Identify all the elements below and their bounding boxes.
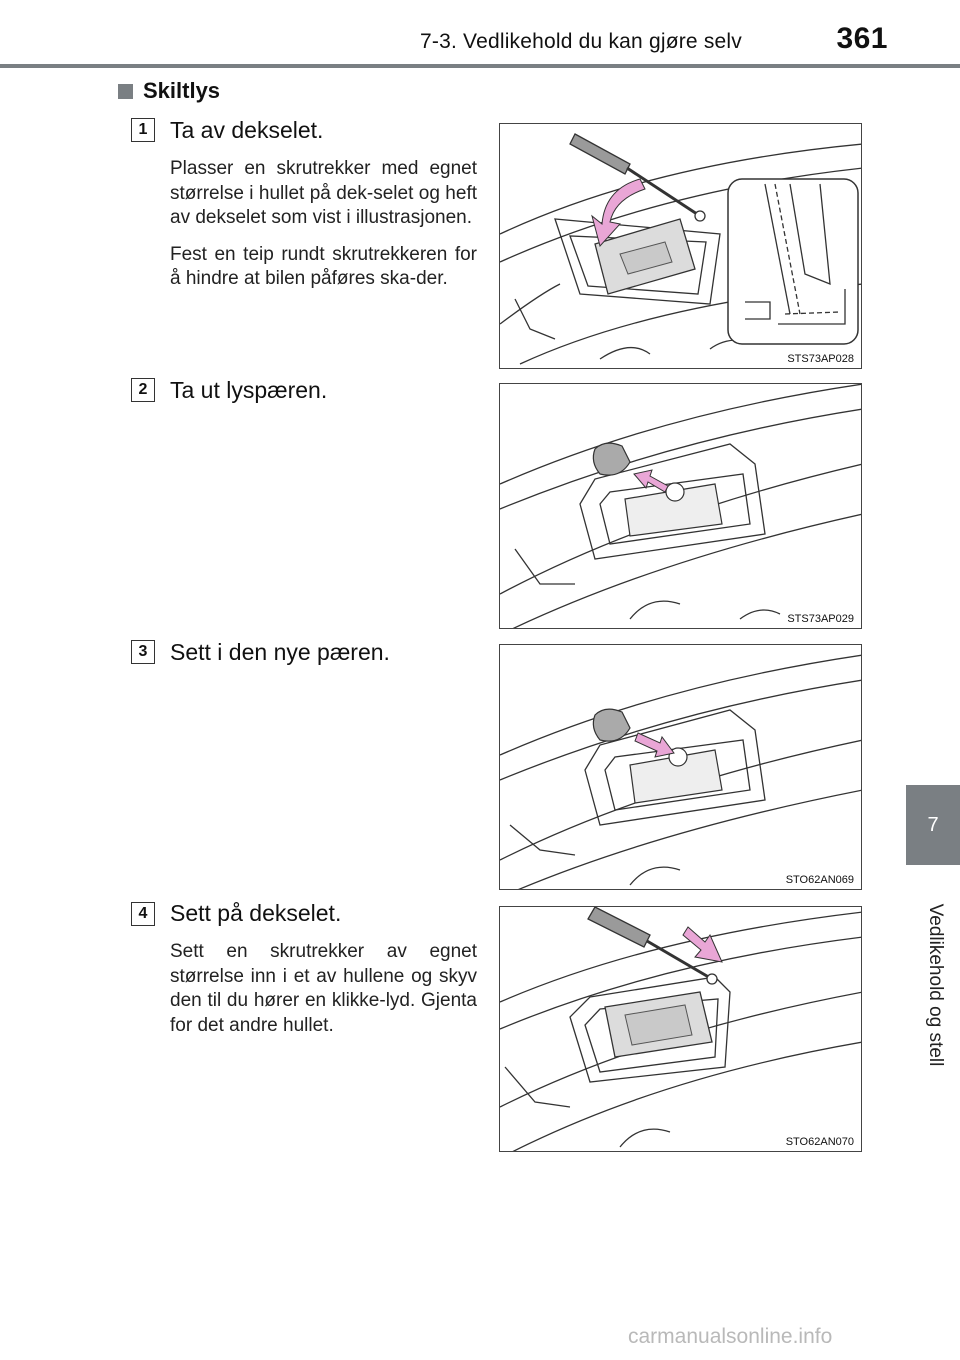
illustration-remove-cover — [500, 124, 862, 369]
step-title-3: Sett i den nye pæren. — [170, 639, 390, 665]
figure-code: STO62AN069 — [785, 874, 854, 886]
step-number-1: 1 — [131, 118, 155, 142]
chapter-number: 7 — [927, 813, 939, 836]
step-body-4 — [170, 940, 477, 1050]
chapter-tab — [906, 785, 960, 865]
square-bullet-icon — [118, 84, 133, 99]
step-title-1: Ta av dekselet. — [170, 117, 324, 143]
chapter-label: Vedlikehold og stell — [925, 903, 946, 1067]
figure-code: STS73AP028 — [787, 353, 854, 365]
page-number: 361 — [836, 22, 888, 55]
step-number-3: 3 — [131, 640, 155, 664]
section-title: Skiltlys — [143, 78, 221, 103]
watermark: carmanualsonline.info — [628, 1325, 833, 1348]
figure-remove-bulb — [499, 383, 862, 629]
figure-code: STS73AP029 — [787, 613, 854, 625]
illustration-remove-bulb — [500, 384, 862, 629]
figure-code: STO62AN070 — [785, 1136, 854, 1148]
figure-refit-cover — [499, 906, 862, 1152]
step-1-paragraph: Plasser en skrutrekker med egnet størrelse i hullet på dek-selet og heft av dekselet som vist i illustrasjonen. — [170, 158, 477, 228]
section-heading — [118, 78, 220, 104]
step-1-paragraph: Fest en teip rundt skrutrekkeren for å hindre at bilen påføres ska-der. — [170, 243, 477, 289]
running-header: 7-3. Vedlikehold du kan gjøre selv — [420, 30, 742, 53]
illustration-refit-cover — [500, 907, 862, 1152]
step-title-4: Sett på dekselet. — [170, 900, 342, 926]
step-title-2: Ta ut lyspæren. — [170, 377, 328, 403]
figure-insert-bulb — [499, 644, 862, 890]
step-number-2: 2 — [131, 378, 155, 402]
header-rule — [0, 64, 960, 68]
step-body-1 — [170, 157, 477, 304]
step-4-paragraph: Sett en skrutrekker av egnet størrelse inn i et av hullene og skyv den til du hører en klikke-lyd. Gjenta for det andre hullet. — [170, 941, 477, 1036]
step-number-4: 4 — [131, 902, 155, 926]
illustration-insert-bulb — [500, 645, 862, 890]
figure-remove-cover — [499, 123, 862, 369]
